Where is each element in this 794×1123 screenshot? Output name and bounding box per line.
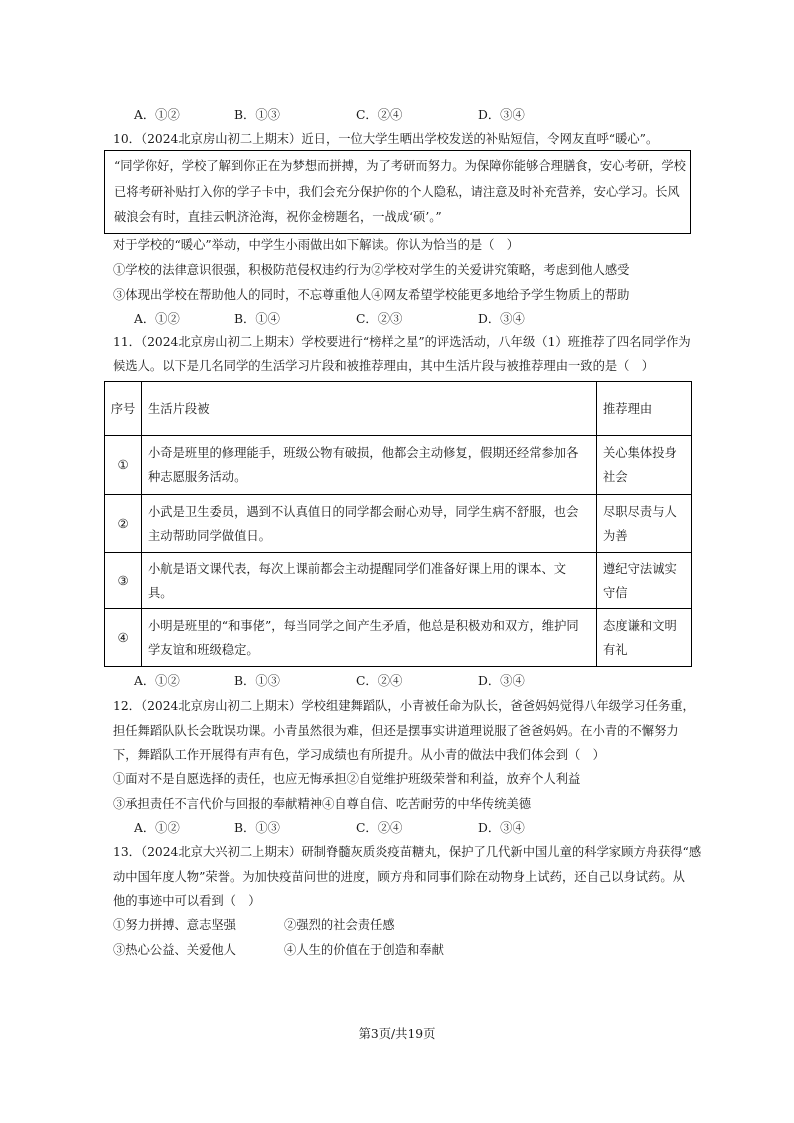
q9-option-b: B．①③	[234, 108, 280, 122]
row-number: ③	[105, 553, 142, 609]
q11-option-c: C．②④	[356, 674, 403, 688]
table-header-row	[105, 382, 692, 436]
q12-item: ①面对不是自愿选择的责任，也应无悔承担②自觉维护班级荣誉和利益，放弃个人利益	[113, 772, 581, 786]
q13-item: ②强烈的社会责任感	[284, 918, 395, 932]
table-row	[105, 609, 692, 667]
q9-option-a: A．①②	[134, 108, 180, 122]
q11-option-a: A．①②	[134, 674, 180, 688]
q11-stem: 11．（2024北京房山初二上期末）学校要进行“榜样之星”的评选活动，八年级（1）班推荐了四名同学作为	[113, 335, 691, 349]
header-number: 序号	[105, 382, 142, 436]
row-text: 小明是班里的“和事佬”，每当同学之间产生矛盾，他总是积极劝和双方，维护同学友谊和班级稳定。	[142, 609, 597, 667]
table-row	[105, 495, 692, 553]
q10-option-a: A．①②	[134, 312, 180, 326]
row-reason: 态度谦和文明有礼	[597, 609, 692, 667]
header-reason: 推荐理由	[597, 382, 692, 436]
q10-quote-line: “同学你好，学校了解到你正在为梦想而拼搏，为了考研而努力。为保障你能够合理膳食，安心考研，学校	[114, 159, 686, 173]
row-text: 小奇是班里的修理能手，班级公物有破损，他都会主动修复，假期还经常参加各种志愿服务活动。	[142, 436, 597, 495]
row-text: 小航是语文课代表，每次上课前都会主动提醒同学们准备好课上用的课本、文具。	[142, 553, 597, 609]
q13-stem: 13．（2024北京大兴初二上期末）研制脊髓灰质炎疫苗糖丸，保护了几代新中国儿童的科学家顾方舟获得“感	[113, 845, 702, 859]
q11-option-d: D．③④	[478, 674, 525, 688]
q9-option-d: D．③④	[478, 108, 525, 122]
q10-quote-line: 破浪会有时，直挂云帆济沧海，祝你金榜题名，一战成‘硕’。”	[114, 210, 442, 224]
q12-option-a: A．①②	[134, 821, 180, 835]
q12-stem: 12．（2024北京房山初二上期末）学校组建舞蹈队，小青被任命为队长，爸爸妈妈觉得八年级学习任务重，	[113, 699, 695, 713]
q9-option-c: C．②④	[356, 108, 403, 122]
q10-item: ③体现出学校在帮助他人的同时，不忘尊重他人④网友希望学校能更多地给予学生物质上的帮助	[113, 288, 630, 302]
row-number: ④	[105, 609, 142, 667]
header-segment: 生活片段被	[142, 382, 597, 436]
row-number: ②	[105, 495, 142, 553]
q10-stem: 10．（2024北京房山初二上期末）近日，一位大学生晒出学校发送的补贴短信，令网友直呼“暖心”。	[113, 132, 659, 146]
q11-option-b: B．①③	[234, 674, 280, 688]
q13-item: ④人生的价值在于创造和奉献	[284, 943, 444, 957]
row-reason: 尽职尽责与人为善	[597, 495, 692, 553]
q11-stem: 候选人。以下是几名同学的生活学习片段和被推荐理由，其中生活片段与被推荐理由一致的是（ ）	[113, 359, 655, 373]
q10-option-c: C．②③	[356, 312, 403, 326]
q12-option-b: B．①③	[234, 821, 280, 835]
q13-stem: 动中国年度人物”荣誉。为加快疫苗问世的进度，顾方舟和同事们除在动物身上试药，还自己以身试药。从	[113, 870, 685, 884]
page-number: 第3页/共19页	[358, 1027, 436, 1041]
q12-option-d: D．③④	[478, 821, 525, 835]
table-row	[105, 553, 692, 609]
q10-quote-box	[104, 150, 691, 234]
q10-option-b: B．①④	[234, 312, 280, 326]
q12-item: ③承担责任不言代价与回报的奉献精神④自尊自信、吃苦耐劳的中华传统美德	[113, 797, 532, 811]
q13-item: ③热心公益、关爱他人	[113, 943, 236, 957]
q12-stem: 下，舞蹈队工作开展得有声有色，学习成绩也有所提升。从小青的做法中我们体会到（ ）	[113, 748, 605, 762]
q11-table	[104, 381, 692, 667]
row-reason: 遵纪守法诚实守信	[597, 553, 692, 609]
row-reason: 关心集体投身社会	[597, 436, 692, 495]
row-text: 小武是卫生委员，遇到不认真值日的同学都会耐心劝导，同学生病不舒服，也会主动帮助同学做值日。	[142, 495, 597, 553]
q13-item: ①努力拼搏、意志坚强	[113, 918, 236, 932]
q12-option-c: C．②④	[356, 821, 403, 835]
q10-option-d: D．③④	[478, 312, 525, 326]
q10-question: 对于学校的“暖心”举动，中学生小雨做出如下解读。你认为恰当的是（ ）	[113, 238, 520, 252]
row-number: ①	[105, 436, 142, 495]
q12-stem: 担任舞蹈队队长会耽误功课。小青虽然很为难，但还是摆事实讲道理说服了爸爸妈妈。在小青的不懈努力	[113, 724, 679, 738]
q10-quote-line: 已将考研补贴打入你的学子卡中，我们会充分保护你的个人隐私，请注意及时补充营养，安心学习。长风	[114, 185, 680, 199]
table-row	[105, 436, 692, 495]
q13-stem: 他的事迹中可以看到（ ）	[113, 894, 261, 908]
q10-item: ①学校的法律意识很强，积极防范侵权违约行为②学校对学生的关爱讲究策略，考虑到他人感受	[113, 263, 630, 277]
